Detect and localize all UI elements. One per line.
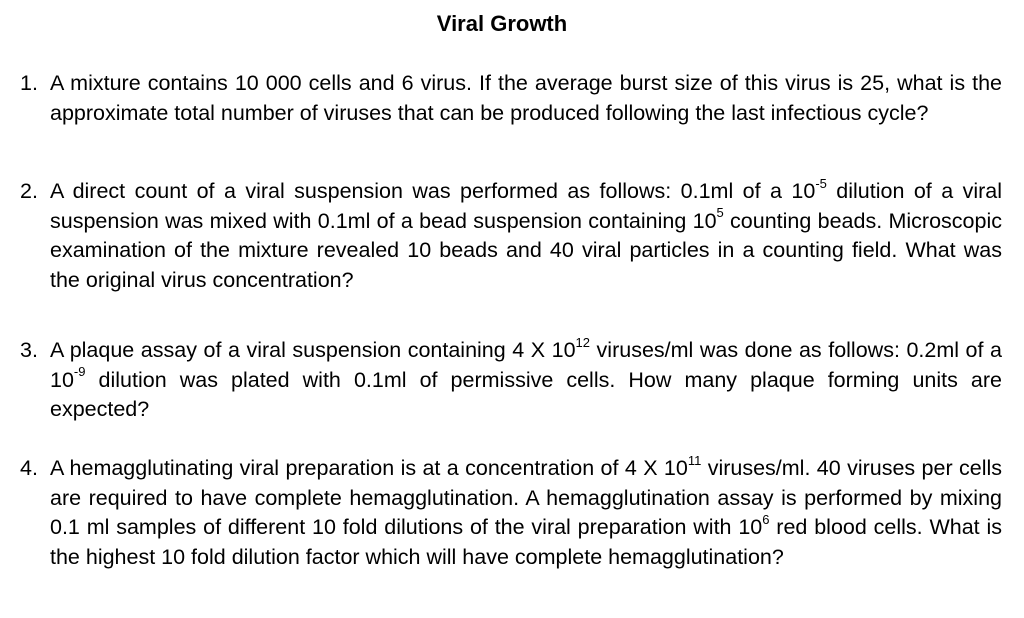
exponent: -9 <box>73 364 86 380</box>
question-1 <box>20 69 1002 128</box>
question-3 <box>20 336 1002 425</box>
question-text: A hemagglutinating viral preparation is at a concentration of 4 X $10^{11}$ viruses/ml. 40 viruses per cells are required to have complete hemagglutination. A hemagglutination assay is performed by mixing 0.1 ml samples of different 10 fold dilutions of the viral preparation with $10^6$ red blood cells. What is the highest 10 fold dilution factor which will have complete hemagglutination? <box>50 452 1003 569</box>
exponent: 11 <box>687 452 702 468</box>
question-2 <box>20 177 1002 295</box>
question-text: A plaque assay of a viral suspension containing 4 X $10^{12}$ viruses/ml was done as follows: 0.2ml of a $10^{-9}$ dilution was plated with 0.1ml of permissive cells. How many plaque forming units are expected? <box>50 334 1002 421</box>
question-text: A direct count of a viral suspension was performed as follows: 0.1ml of a $10^{-5}$ dilution of a viral suspension was mixed with 0.1ml of a bead suspension containing $10^5$ counting beads. Microscopic examination of the mixture revealed 10 beads and 40 viral particles in a counting field. What was the original virus concentration? <box>50 175 1003 292</box>
question-text: A mixture contains 10 000 cells and 6 virus. If the average burst size of this virus is 25, what is the approximate total number of viruses that can be produced following the last infectious cycle? <box>50 71 1002 125</box>
question-number: 2. <box>20 179 38 203</box>
question-number: 1. <box>20 71 38 95</box>
exponent: 12 <box>575 334 591 350</box>
exponent: 6 <box>762 511 770 527</box>
question-number: 3. <box>20 338 38 362</box>
question-4 <box>20 454 1002 572</box>
document-title: Viral Growth <box>436 11 568 36</box>
exponent: -5 <box>815 175 827 191</box>
exponent: 5 <box>716 205 724 221</box>
question-number: 4. <box>20 456 38 480</box>
